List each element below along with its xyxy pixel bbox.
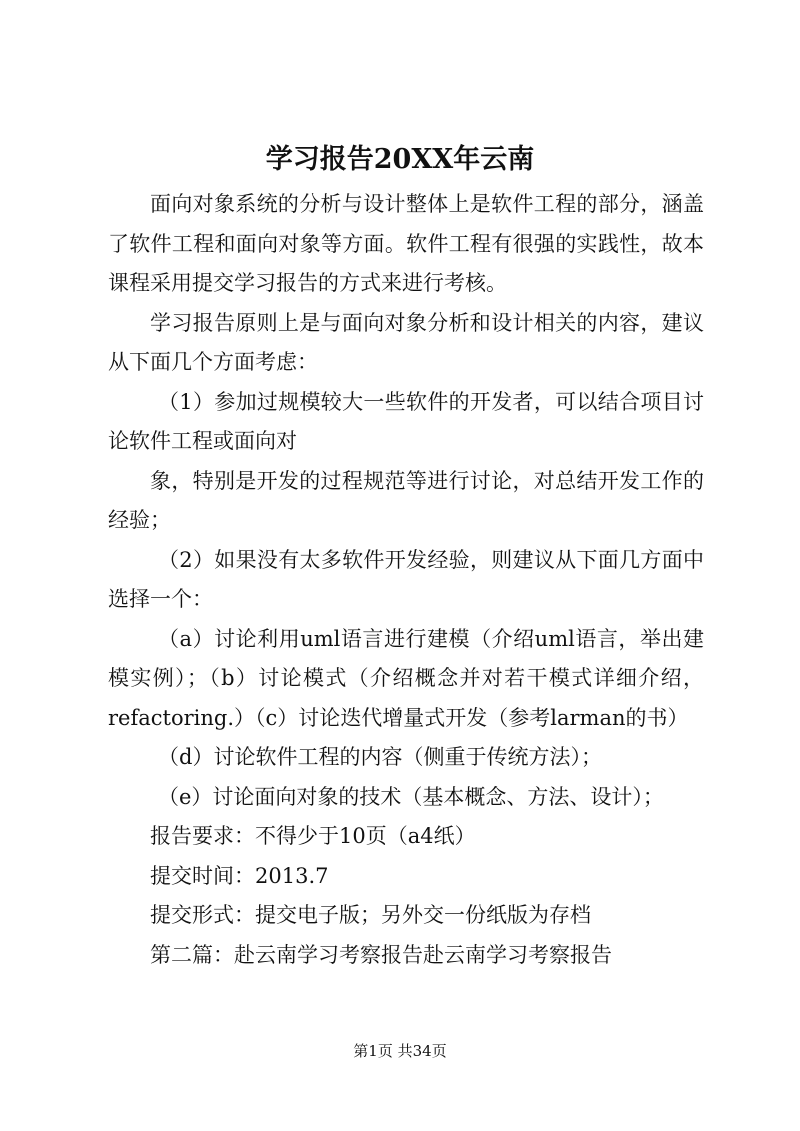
paragraph-submit-time: 提交时间：2013.7 xyxy=(150,863,329,888)
page-footer: 第1页 共34页 xyxy=(353,1042,447,1060)
paragraph-item-d: （d）讨论软件工程的内容（侧重于传统方法）； xyxy=(158,745,602,769)
paragraph-item-2: （2）如果没有太多软件开发经验，则建议从下面几方面中选择一个： xyxy=(108,547,704,611)
paragraph-item-abc: （a）讨论利用uml语言进行建模（介绍uml语言，举出建模实例）；（b）讨论模式（介绍概念并对若干模式详细介绍，refactoring.）（c）讨论迭代增量式开发（参考larman的书） xyxy=(108,626,704,730)
paragraph-principle: 学习报告原则上是与面向对象分析和设计相关的内容，建议从下面几个方面考虑： xyxy=(108,310,704,374)
paragraph-intro: 面向对象系统的分析与设计整体上是软件工程的部分，涵盖了软件工程和面向对象等方面。软件工程有很强的实践性，故本课程采用提交学习报告的方式来进行考核。 xyxy=(108,192,704,295)
document-title: 学习报告20XX年云南 xyxy=(265,144,535,175)
paragraph-submit-form: 提交形式：提交电子版；另外交一份纸版为存档 xyxy=(150,903,591,927)
paragraph-item-e: （e）讨论面向对象的技术（基本概念、方法、设计）； xyxy=(158,784,664,809)
paragraph-item-1-continued: 象，特别是开发的过程规范等进行讨论，对总结开发工作的经验； xyxy=(108,468,704,532)
paragraph-requirement: 报告要求：不得少于10页（a4纸） xyxy=(150,824,476,848)
paragraph-second-article: 第二篇：赴云南学习考察报告赴云南学习考察报告 xyxy=(150,942,612,967)
document-body xyxy=(108,185,704,975)
paragraph-item-1: （1）参加过规模较大一些软件的开发者，可以结合项目讨论软件工程或面向对 xyxy=(108,389,704,453)
